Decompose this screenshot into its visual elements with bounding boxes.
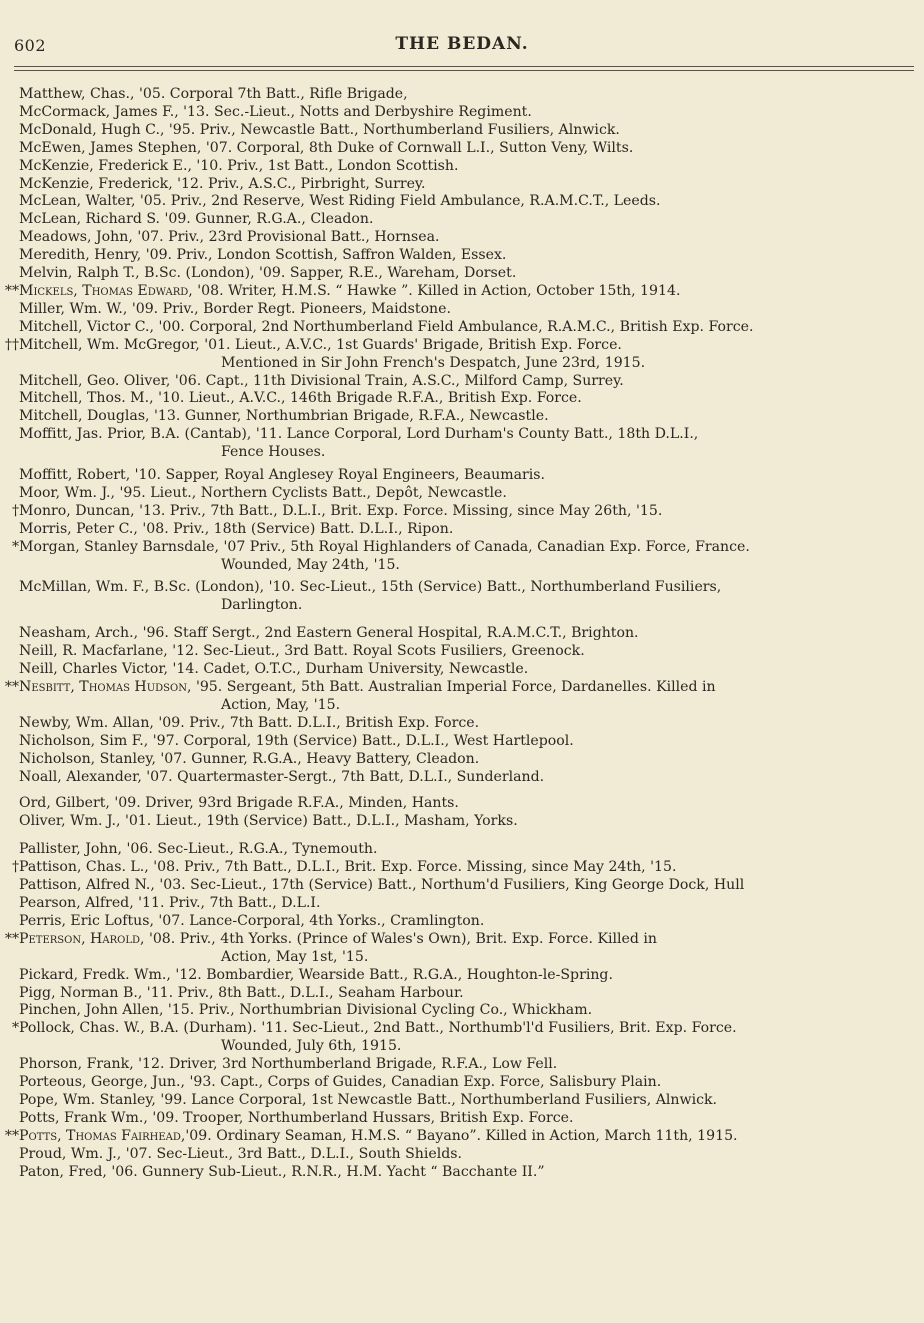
entry-line: [19, 426, 924, 444]
entry-line: [19, 211, 924, 229]
entry-text: Mitchell, Thos. M., '10. Lieut., A.V.C., 146th Brigade R.F.A., British Exp. Force.: [19, 390, 582, 407]
entry-text: McDonald, Hugh C., '95. Priv., Newcastle Batt., Northumberland Fusiliers, Alnwick.: [19, 121, 620, 138]
entry-text: McKenzie, Frederick E., '10. Priv., 1st Batt., London Scottish.: [19, 157, 459, 174]
entry-continuation: Mentioned in Sir John French's Despatch, June 23rd, 1915.: [221, 354, 646, 371]
page-number: 602: [14, 36, 47, 55]
list-item: [0, 104, 924, 122]
roll-of-service-list: [0, 86, 924, 1181]
entry-text: McKenzie, Frederick, '12. Priv., A.S.C., Pirbright, Surrey.: [19, 175, 426, 192]
entry-line: [19, 337, 924, 355]
entry-continuation: Darlington.: [221, 597, 303, 614]
entry-text: '09. Ordinary Seaman, H.M.S. “ Bayano”. Killed in Action, March 11th, 1915.: [185, 1127, 738, 1144]
list-item: [0, 813, 924, 831]
list-item: [0, 841, 924, 859]
entry-line: [19, 1020, 924, 1038]
list-item: [0, 176, 924, 194]
list-item: [0, 1074, 924, 1092]
entry-text: '08. Writer, H.M.S. “ Hawke ”. Killed in Action, October 15th, 1914.: [192, 282, 681, 299]
list-item: [0, 521, 924, 539]
list-item: [0, 122, 924, 140]
entry-text: Moor, Wm. J., '95. Lieut., Northern Cyclists Batt., Depôt, Newcastle.: [19, 484, 507, 501]
entry-marker: **: [4, 282, 19, 299]
list-item: [0, 229, 924, 247]
entry-line: [19, 140, 924, 158]
entry-line: [19, 643, 924, 661]
list-item: [0, 733, 924, 751]
entry-text: '08. Priv., 4th Yorks. (Prince of Wales's Own), Brit. Exp. Force. Killed in: [144, 930, 657, 947]
list-item: [0, 140, 924, 158]
list-item: [0, 877, 924, 895]
list-item: [0, 539, 924, 575]
entry-line: [19, 661, 924, 679]
entry-text: Meredith, Henry, '09. Priv., London Scottish, Saffron Walden, Essex.: [19, 247, 507, 264]
entry-line: [19, 1074, 924, 1092]
list-item: [0, 579, 924, 615]
entry-line: [19, 679, 924, 697]
list-item: [0, 158, 924, 176]
entry-line: [19, 813, 924, 831]
entry-line: [19, 247, 924, 265]
entry-name-caps: Mickels, Thomas Edward,: [19, 282, 193, 299]
entry-text: McLean, Richard S. '09. Gunner, R.G.A., Cleadon.: [19, 211, 374, 228]
entry-continuation: Wounded, May 24th, '15.: [221, 556, 400, 573]
entry-text: Mitchell, Geo. Oliver, '06. Capt., 11th Divisional Train, A.S.C., Milford Camp, Surrey.: [19, 372, 624, 389]
list-item: [0, 625, 924, 643]
list-item: [0, 931, 924, 967]
entry-text: Miller, Wm. W., '09. Priv., Border Regt. Pioneers, Maidstone.: [19, 300, 451, 317]
entry-text: Pattison, Chas. L., '08. Priv., 7th Batt., D.L.I., Brit. Exp. Force. Missing, since May 24th, '15.: [19, 859, 677, 876]
list-item: [0, 211, 924, 229]
entry-name-caps: Nesbitt, Thomas Hudson,: [19, 679, 192, 695]
entry-text: Meadows, John, '07. Priv., 23rd Provisional Batt., Hornsea.: [19, 229, 440, 246]
entry-continuation: Action, May, '15.: [221, 696, 341, 713]
entry-line: [19, 895, 924, 913]
entry-text: Mitchell, Douglas, '13. Gunner, Northumbrian Brigade, R.F.A., Newcastle.: [19, 408, 549, 425]
entry-text: McEwen, James Stephen, '07. Corporal, 8th Duke of Cornwall L.I., Sutton Veny, Wilts.: [19, 139, 634, 156]
list-item: [0, 1056, 924, 1074]
list-item: [0, 408, 924, 426]
entry-line: [19, 913, 924, 931]
list-item: [0, 390, 924, 408]
entry-line: [19, 1056, 924, 1074]
entry-text: Newby, Wm. Allan, '09. Priv., 7th Batt. D.L.I., British Exp. Force.: [19, 714, 480, 731]
entry-text: Proud, Wm. J., '07. Sec-Lieut., 3rd Batt., D.L.I., South Shields.: [19, 1145, 462, 1162]
entry-line: [19, 283, 924, 301]
entry-line: [19, 985, 924, 1003]
running-head-title: THE BEDAN.: [395, 34, 529, 54]
entry-line: [19, 859, 924, 877]
entry-line: [19, 193, 924, 211]
list-item: [0, 485, 924, 503]
entry-line: [19, 795, 924, 813]
entry-line: [19, 373, 924, 391]
entry-text: Paton, Fred, '06. Gunnery Sub-Lieut., R.N.R., H.M. Yacht “ Bacchante II.”: [19, 1163, 545, 1180]
entry-line: [19, 841, 924, 859]
entry-name-caps: Potts, Thomas Fairhead,: [19, 1127, 186, 1144]
entry-line: [19, 229, 924, 247]
entry-line: [19, 1002, 924, 1020]
entry-marker: *: [11, 1020, 19, 1037]
entry-line: [19, 733, 924, 751]
entry-text: Pattison, Alfred N., '03. Sec-Lieut., 17th (Service) Batt., Northum'd Fusiliers, King George Dock, Hull: [19, 877, 745, 894]
entry-text: Pollock, Chas. W., B.A. (Durham). '11. Sec-Lieut., 2nd Batt., Northumb'l'd Fusiliers, Brit. Exp. Force.: [19, 1020, 737, 1037]
list-item: [0, 283, 924, 301]
list-item: [0, 1146, 924, 1164]
entry-line: [19, 1146, 924, 1164]
entry-line: [19, 521, 924, 539]
entry-continuation: Action, May 1st, '15.: [221, 948, 369, 965]
entry-line: [19, 579, 924, 597]
entry-text: Pinchen, John Allen, '15. Priv., Northumbrian Divisional Cycling Co., Whickham.: [19, 1002, 593, 1019]
entry-text: McCormack, James F., '13. Sec.-Lieut., Notts and Derbyshire Regiment.: [19, 103, 532, 120]
list-item: [0, 1110, 924, 1128]
entry-line: [19, 467, 924, 485]
entry-marker: **: [4, 930, 19, 947]
entry-line: [19, 104, 924, 122]
entry-text: Pigg, Norman B., '11. Priv., 8th Batt., D.L.I., Seaham Harbour.: [19, 984, 464, 1001]
entry-line: [19, 176, 924, 194]
list-item: [0, 795, 924, 813]
entry-continuation: Fence Houses.: [221, 444, 326, 461]
entry-text: Neasham, Arch., '96. Staff Sergt., 2nd Eastern General Hospital, R.A.M.C.T., Brighton.: [19, 625, 639, 642]
entry-text: Phorson, Frank, '12. Driver, 3rd Northumberland Brigade, R.F.A., Low Fell.: [19, 1056, 558, 1073]
entry-text: Potts, Frank Wm., '09. Trooper, Northumberland Hussars, British Exp. Force.: [19, 1109, 574, 1126]
entry-line: [19, 86, 924, 104]
list-item: [0, 1164, 924, 1182]
list-item: [0, 715, 924, 733]
list-item: [0, 967, 924, 985]
entry-text: Perris, Eric Loftus, '07. Lance-Corporal, 4th Yorks., Cramlington.: [19, 912, 485, 929]
entry-text: Nicholson, Stanley, '07. Gunner, R.G.A., Heavy Battery, Cleadon.: [19, 750, 480, 767]
entry-line: [19, 1092, 924, 1110]
list-item: [0, 193, 924, 211]
entry-marker: †: [11, 502, 19, 519]
entry-line: [19, 1110, 924, 1128]
list-item: [0, 319, 924, 337]
list-item: [0, 751, 924, 769]
entry-line: [19, 1128, 924, 1146]
entry-line: [19, 625, 924, 643]
entry-text: McLean, Walter, '05. Priv., 2nd Reserve, West Riding Field Ambulance, R.A.M.C.T., Leeds.: [19, 193, 661, 210]
entry-text: Melvin, Ralph T., B.Sc. (London), '09. Sapper, R.E., Wareham, Dorset.: [19, 265, 517, 282]
entry-text: Pearson, Alfred, '11. Priv., 7th Batt., D.L.I.: [19, 894, 321, 911]
list-item: [0, 895, 924, 913]
entry-line: [19, 751, 924, 769]
list-item: [0, 985, 924, 1003]
list-item: [0, 1092, 924, 1110]
list-item: [0, 859, 924, 877]
entry-line: [19, 503, 924, 521]
entry-text: Ord, Gilbert, '09. Driver, 93rd Brigade R.F.A., Minden, Hants.: [19, 795, 459, 812]
list-item: [0, 373, 924, 391]
entry-marker: **: [4, 679, 19, 695]
entry-text: Oliver, Wm. J., '01. Lieut., 19th (Service) Batt., D.L.I., Masham, Yorks.: [19, 813, 518, 830]
entry-line: [19, 715, 924, 733]
entry-text: Mitchell, Wm. McGregor, '01. Lieut., A.V.C., 1st Guards' Brigade, British Exp. Force.: [19, 336, 622, 353]
entry-text: Nicholson, Sim F., '97. Corporal, 19th (Service) Batt., D.L.I., West Hartlepool.: [19, 732, 574, 749]
entry-marker: **: [4, 1127, 19, 1144]
list-item: [0, 467, 924, 485]
entry-line: [19, 408, 924, 426]
list-item: [0, 769, 924, 787]
entry-text: Pope, Wm. Stanley, '99. Lance Corporal, 1st Newcastle Batt., Northumberland Fusiliers, Alnwick.: [19, 1091, 718, 1108]
list-item: [0, 247, 924, 265]
entry-text: Noall, Alexander, '07. Quartermaster-Sergt., 7th Batt, D.L.I., Sunderland.: [19, 768, 545, 785]
entry-text: Neill, R. Macfarlane, '12. Sec-Lieut., 3rd Batt. Royal Scots Fusiliers, Greenock.: [19, 643, 585, 660]
entry-marker: †: [11, 859, 19, 876]
entry-line: [19, 390, 924, 408]
entry-name-caps: Peterson, Harold,: [19, 930, 145, 947]
list-item: [0, 265, 924, 283]
entry-text: Neill, Charles Victor, '14. Cadet, O.T.C., Durham University, Newcastle.: [19, 661, 529, 678]
list-item: [0, 503, 924, 521]
list-item: [0, 661, 924, 679]
list-item: [0, 301, 924, 319]
list-item: [0, 337, 924, 373]
entry-marker: ††: [4, 336, 19, 353]
entry-line: [19, 122, 924, 140]
entry-text: Moffitt, Jas. Prior, B.A. (Cantab), '11. Lance Corporal, Lord Durham's County Batt., 18th D.L.I.,: [19, 426, 699, 443]
entry-text: McMillan, Wm. F., B.Sc. (London), '10. Sec-Lieut., 15th (Service) Batt., Northumberland Fusiliers,: [19, 579, 722, 596]
entry-line: [19, 539, 924, 557]
list-item: [0, 1128, 924, 1146]
entry-line: [19, 301, 924, 319]
entry-line: [19, 158, 924, 176]
header-double-rule: [14, 66, 914, 71]
entry-text: '95. Sergeant, 5th Batt. Australian Imperial Force, Dardanelles. Killed in: [191, 679, 716, 695]
list-item: [0, 426, 924, 462]
entry-text: Moffitt, Robert, '10. Sapper, Royal Anglesey Royal Engineers, Beaumaris.: [19, 467, 546, 484]
list-item: [0, 1020, 924, 1056]
entry-line: [19, 265, 924, 283]
entry-marker: *: [11, 538, 19, 555]
list-item: [0, 643, 924, 661]
list-item: [0, 679, 924, 715]
entry-line: [19, 877, 924, 895]
entry-line: [19, 769, 924, 787]
list-item: [0, 1002, 924, 1020]
entry-text: Porteous, George, Jun., '93. Capt., Corps of Guides, Canadian Exp. Force, Salisbury Plain.: [19, 1074, 662, 1091]
entry-text: Morgan, Stanley Barnsdale, '07 Priv., 5th Royal Highlanders of Canada, Canadian Exp. Force, France.: [19, 538, 750, 555]
list-item: [0, 913, 924, 931]
entry-text: Pallister, John, '06. Sec-Lieut., R.G.A., Tynemouth.: [19, 841, 378, 858]
entry-text: Pickard, Fredk. Wm., '12. Bombardier, Wearside Batt., R.G.A., Houghton-le-Spring.: [19, 966, 613, 983]
entry-text: Matthew, Chas., '05. Corporal 7th Batt., Rifle Brigade,: [19, 86, 408, 102]
entry-line: [19, 1164, 924, 1182]
entry-line: [19, 967, 924, 985]
entry-text: Morris, Peter C., '08. Priv., 18th (Service) Batt. D.L.I., Ripon.: [19, 520, 454, 537]
entry-text: Monro, Duncan, '13. Priv., 7th Batt., D.L.I., Brit. Exp. Force. Missing, since May 26th, '15.: [19, 502, 663, 519]
entry-text: Mitchell, Victor C., '00. Corporal, 2nd Northumberland Field Ambulance, R.A.M.C., British Exp. Force.: [19, 318, 754, 335]
entry-line: [19, 485, 924, 503]
entry-continuation: Wounded, July 6th, 1915.: [221, 1038, 402, 1055]
list-item: [0, 86, 924, 104]
entry-line: [19, 319, 924, 337]
entry-line: [19, 931, 924, 949]
